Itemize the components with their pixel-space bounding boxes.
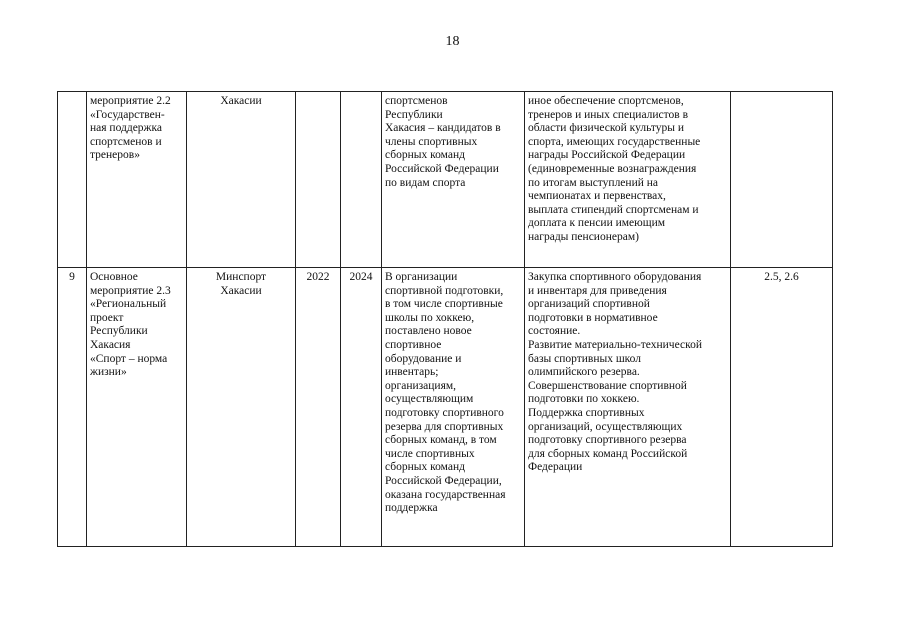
cell-text-line: спортивной подготовки, [385, 284, 504, 297]
cell-text-line: (единовременные вознаграждения [528, 162, 697, 175]
measures-table [57, 91, 833, 547]
cell-text-line: по видам спорта [385, 176, 466, 189]
cell-text-line: Республики [90, 325, 148, 338]
cell-text-line: спортсменов и [90, 135, 162, 148]
cell-text-line: сборных команд [385, 461, 465, 474]
executor-cell [187, 92, 296, 268]
cell-text-line: в том числе спортивные [385, 298, 503, 311]
expected-result-cell [382, 92, 525, 268]
cell-text-line: олимпийского резерва. [528, 366, 640, 379]
cell-text-line: Закупка спортивного оборудования [528, 271, 702, 283]
cell-text-line: подготовки в нормативное [528, 311, 658, 324]
cell-text-line: В организации [385, 271, 458, 283]
cell-text-line: Российской Федерации, [385, 474, 502, 487]
row-number-cell [58, 92, 87, 268]
executor-cell [187, 268, 296, 547]
main-directions-cell [525, 92, 731, 268]
cell-text-line: области физической культуры и [528, 122, 685, 135]
indicator-link-cell [731, 268, 833, 547]
page-number: 18 [445, 34, 460, 49]
cell-text-line: базы спортивных школ [528, 352, 642, 365]
measure-name-cell [87, 92, 187, 268]
cell-text-line: чемпионатах и первенствах, [528, 190, 666, 203]
cell-text-line: выплата стипендий спортсменам и [528, 203, 699, 216]
cell-text-line: Совершенствование спортивной [528, 379, 687, 392]
cell-text-line: числе спортивных [385, 447, 475, 460]
cell-text-line: подготовки по хоккею. [528, 393, 640, 406]
table-row [58, 92, 833, 268]
main-directions-cell [525, 268, 731, 547]
cell-text-line: тренеров» [90, 149, 140, 162]
cell-text-line: оборудование и [385, 352, 462, 365]
table-body [58, 92, 833, 547]
cell-text-line: ная поддержка [90, 122, 163, 135]
cell-text-line: Поддержка спортивных [528, 406, 645, 419]
cell-text: 2022 [306, 271, 330, 283]
cell-text-line: и инвентаря для приведения [528, 284, 667, 297]
expected-result-cell [382, 268, 525, 547]
cell-text-line: иное обеспечение спортсменов, [528, 95, 684, 107]
start-year-cell [296, 268, 341, 547]
cell-text-line: спортивное [385, 338, 442, 351]
cell-text-line: организаций, осуществляющих [528, 420, 683, 433]
cell-text-line: для сборных команд Российской [528, 447, 688, 460]
cell-text-line: спортсменов [385, 95, 448, 107]
cell-text-line: жизни» [90, 366, 127, 379]
measure-name-cell [87, 268, 187, 547]
cell-text-line: оказана государственная [385, 488, 506, 501]
table-row [58, 268, 833, 547]
cell-text-line: тренеров и иных специалистов в [528, 108, 689, 121]
cell-text-line: подготовку спортивного резерва [528, 434, 687, 447]
cell-text-line: Основное [90, 271, 138, 283]
cell-text-line: Минспорт [215, 271, 267, 283]
cell-text-line: организациям, [385, 379, 457, 392]
cell-text-line: резерва для спортивных [385, 420, 504, 433]
cell-text-line: Федерации [528, 461, 583, 474]
cell-text-line: доплата к пенсии имеющим [528, 217, 666, 230]
cell-text-line: поставлено новое [385, 325, 472, 338]
cell-text-line: «Региональный [90, 298, 167, 311]
cell-text-line: осуществляющим [385, 393, 474, 406]
cell-text-line: «Государствен- [90, 108, 165, 121]
start-year-cell [296, 92, 341, 268]
cell-text-line: спорта, имеющих государственные [528, 135, 701, 148]
cell-text-line: состояние. [528, 325, 581, 338]
cell-text: 2.5, 2.6 [764, 271, 799, 283]
cell-text-line: награды Российской Федерации [528, 149, 686, 162]
indicator-link-cell [731, 92, 833, 268]
cell-text-line: проект [90, 311, 124, 324]
cell-text-line: мероприятие 2.3 [90, 284, 171, 297]
cell-text-line: Российской Федерации [385, 162, 499, 175]
cell-text-line: сборных команд, в том [385, 434, 497, 447]
cell-text-line: сборных команд [385, 149, 465, 162]
cell-text-line: мероприятие 2.2 [90, 95, 171, 107]
cell-text: 9 [69, 271, 75, 283]
cell-text-line: Хакасия [90, 338, 131, 351]
cell-text-line: организаций спортивной [528, 298, 650, 311]
cell-text-line: Хакасии [220, 284, 262, 297]
cell-text-line: Хакасии [220, 95, 262, 107]
end-year-cell [341, 92, 382, 268]
cell-text-line: подготовку спортивного [385, 406, 504, 419]
cell-text-line: «Спорт – норма [90, 352, 168, 365]
cell-text-line: по итогам выступлений на [528, 176, 659, 189]
cell-text-line: поддержка [385, 502, 438, 515]
cell-text-line: члены спортивных [385, 135, 478, 148]
cell-text-line: Республики [385, 108, 443, 121]
cell-text-line: Хакасия – кандидатов в [385, 122, 501, 135]
cell-text-line: инвентарь; [385, 366, 439, 379]
cell-text-line: награды пенсионерам) [528, 230, 639, 243]
row-number-cell [58, 268, 87, 547]
cell-text-line: Развитие материально-технической [528, 338, 702, 351]
cell-text-line: школы по хоккею, [385, 311, 475, 324]
end-year-cell [341, 268, 382, 547]
cell-text: 2024 [349, 271, 373, 283]
